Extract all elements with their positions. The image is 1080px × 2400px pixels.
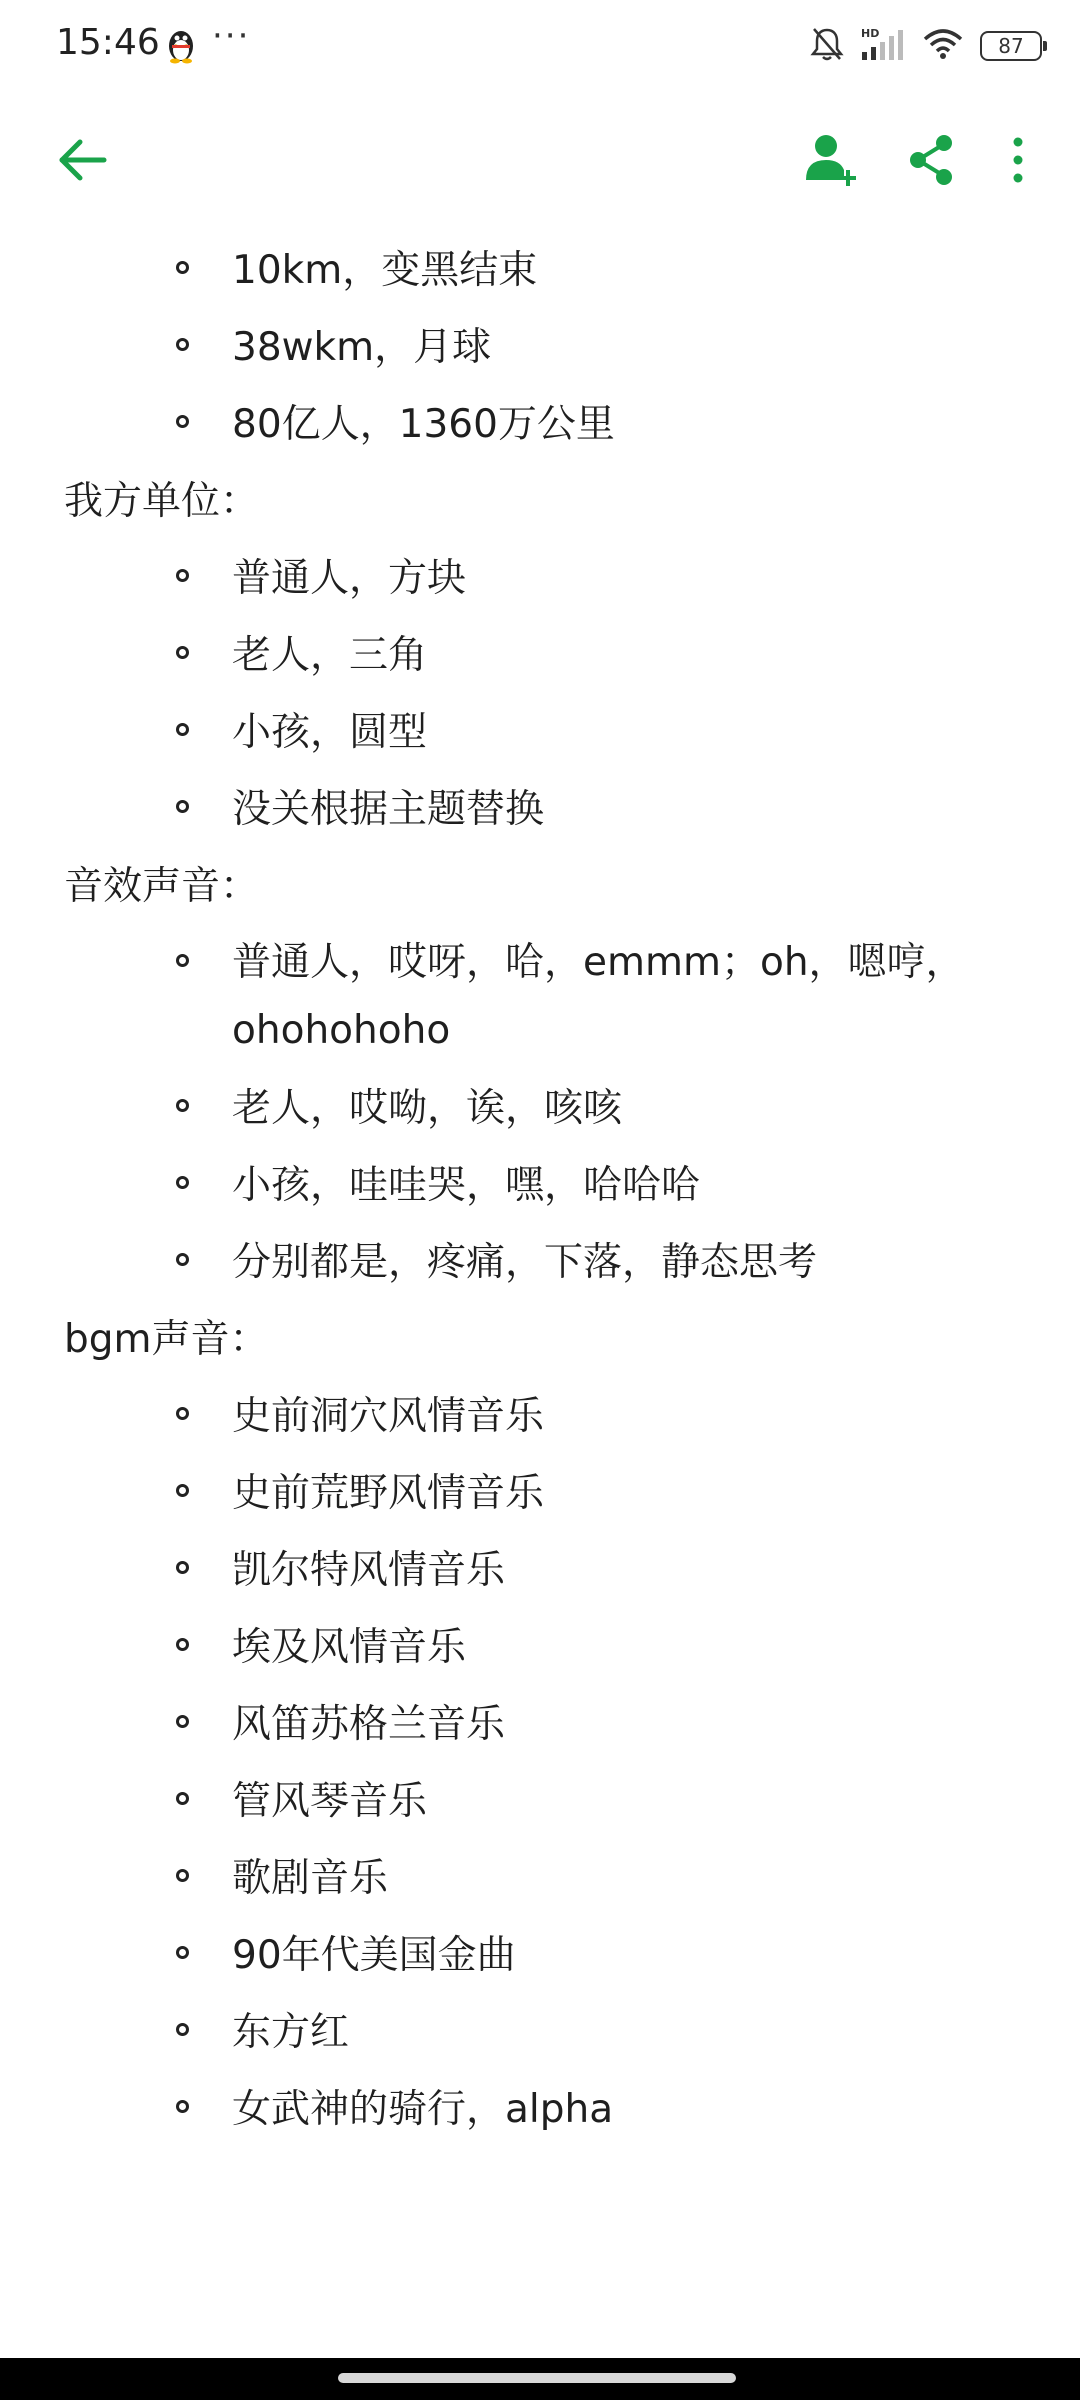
circle-bullet-icon	[176, 261, 189, 274]
list-item[interactable]	[0, 540, 1080, 617]
share-button[interactable]	[894, 124, 970, 200]
circle-bullet-icon	[176, 2100, 189, 2113]
note-body[interactable]	[0, 232, 1080, 2148]
list-item[interactable]	[0, 1686, 1080, 1763]
list-item-text: 普通人，哎呀，哈，emmm；oh，嗯哼，ohohohoho	[232, 940, 965, 1053]
circle-bullet-icon	[176, 800, 189, 813]
status-more-dots: ···	[212, 16, 251, 56]
circle-bullet-icon	[176, 1792, 189, 1805]
list-item-text: 凯尔特风情音乐	[232, 1548, 506, 1593]
list-item[interactable]	[0, 1763, 1080, 1840]
list-item[interactable]	[0, 771, 1080, 848]
list-item-text: 小孩，圆型	[232, 710, 428, 755]
navigation-bar	[0, 2358, 1080, 2400]
list-item[interactable]	[0, 1455, 1080, 1532]
circle-bullet-icon	[176, 1176, 189, 1189]
list-item[interactable]	[0, 1532, 1080, 1609]
circle-bullet-icon	[176, 2023, 189, 2036]
circle-bullet-icon	[176, 1407, 189, 1420]
circle-bullet-icon	[176, 1099, 189, 1112]
list-item[interactable]	[0, 1994, 1080, 2071]
circle-bullet-icon	[176, 415, 189, 428]
circle-bullet-icon	[176, 723, 189, 736]
list-item-text: 80亿人，1360万公里	[232, 402, 615, 447]
list-item-text: 埃及风情音乐	[232, 1625, 467, 1670]
bell-muted-icon	[810, 26, 844, 66]
note-heading[interactable]: 音效声音：	[64, 864, 260, 909]
list-item-text: 史前荒野风情音乐	[232, 1471, 545, 1516]
add-person-icon	[800, 130, 860, 194]
status-bar	[0, 0, 1080, 92]
circle-bullet-icon	[176, 954, 189, 967]
list-item-text: 女武神的骑行，alpha	[232, 2087, 614, 2132]
circle-bullet-icon	[176, 1715, 189, 1728]
status-right-cluster	[810, 24, 1042, 68]
list-item-text: 38wkm，月球	[232, 325, 492, 370]
circle-bullet-icon	[176, 1484, 189, 1497]
arrow-left-icon	[54, 132, 110, 192]
list-item[interactable]	[0, 1147, 1080, 1224]
list-item[interactable]	[0, 386, 1080, 463]
list-item-text: 老人，哎呦，诶，咳咳	[232, 1086, 623, 1131]
home-indicator[interactable]	[338, 2373, 736, 2383]
back-button[interactable]	[44, 124, 120, 200]
list-item[interactable]	[0, 2071, 1080, 2148]
signal-hd-label: HD	[861, 27, 880, 40]
list-item-text: 分别都是，疼痛，下落，静态思考	[232, 1240, 818, 1285]
list-item-text: 90年代美国金曲	[232, 1933, 516, 1978]
list-item-text: 东方红	[232, 2010, 350, 2055]
list-item-text: 史前洞穴风情音乐	[232, 1394, 545, 1439]
list-item[interactable]	[0, 232, 1080, 309]
list-item[interactable]	[0, 1840, 1080, 1917]
more-options-button[interactable]	[988, 124, 1048, 200]
list-item-text: 风笛苏格兰音乐	[232, 1702, 506, 1747]
battery-indicator: 87	[980, 31, 1042, 61]
list-item[interactable]	[0, 1378, 1080, 1455]
circle-bullet-icon	[176, 569, 189, 582]
circle-bullet-icon	[176, 1561, 189, 1574]
wifi-icon	[922, 27, 964, 65]
list-item[interactable]	[0, 617, 1080, 694]
list-item[interactable]	[0, 309, 1080, 386]
list-item[interactable]	[0, 1070, 1080, 1147]
circle-bullet-icon	[176, 338, 189, 351]
note-heading[interactable]: 我方单位：	[64, 479, 260, 524]
list-item-text: 歌剧音乐	[232, 1856, 389, 1901]
list-item-text: 没关根据主题替换	[232, 787, 545, 832]
note-heading[interactable]: bgm声音：	[64, 1317, 269, 1362]
list-item-text: 管风琴音乐	[232, 1779, 428, 1824]
list-item[interactable]	[0, 1609, 1080, 1686]
qq-penguin-icon	[166, 26, 196, 64]
cellular-signal-icon	[860, 26, 906, 66]
circle-bullet-icon	[176, 1638, 189, 1651]
status-time: 15:46	[56, 22, 160, 63]
list-item-text: 老人，三角	[232, 633, 428, 678]
add-collaborator-button[interactable]	[792, 124, 868, 200]
circle-bullet-icon	[176, 1946, 189, 1959]
list-item-text: 普通人，方块	[232, 556, 467, 601]
list-item-text: 小孩，哇哇哭，嘿，哈哈哈	[232, 1163, 701, 1208]
list-item[interactable]	[0, 694, 1080, 771]
list-item-text: 10km，变黑结束	[232, 248, 538, 293]
circle-bullet-icon	[176, 646, 189, 659]
share-icon	[904, 132, 960, 192]
circle-bullet-icon	[176, 1869, 189, 1882]
list-item[interactable]	[0, 1224, 1080, 1301]
list-item[interactable]	[0, 1917, 1080, 1994]
circle-bullet-icon	[176, 1253, 189, 1266]
list-item[interactable]	[0, 925, 1080, 1070]
more-vertical-icon	[1008, 132, 1028, 192]
app-toolbar	[0, 120, 1080, 204]
